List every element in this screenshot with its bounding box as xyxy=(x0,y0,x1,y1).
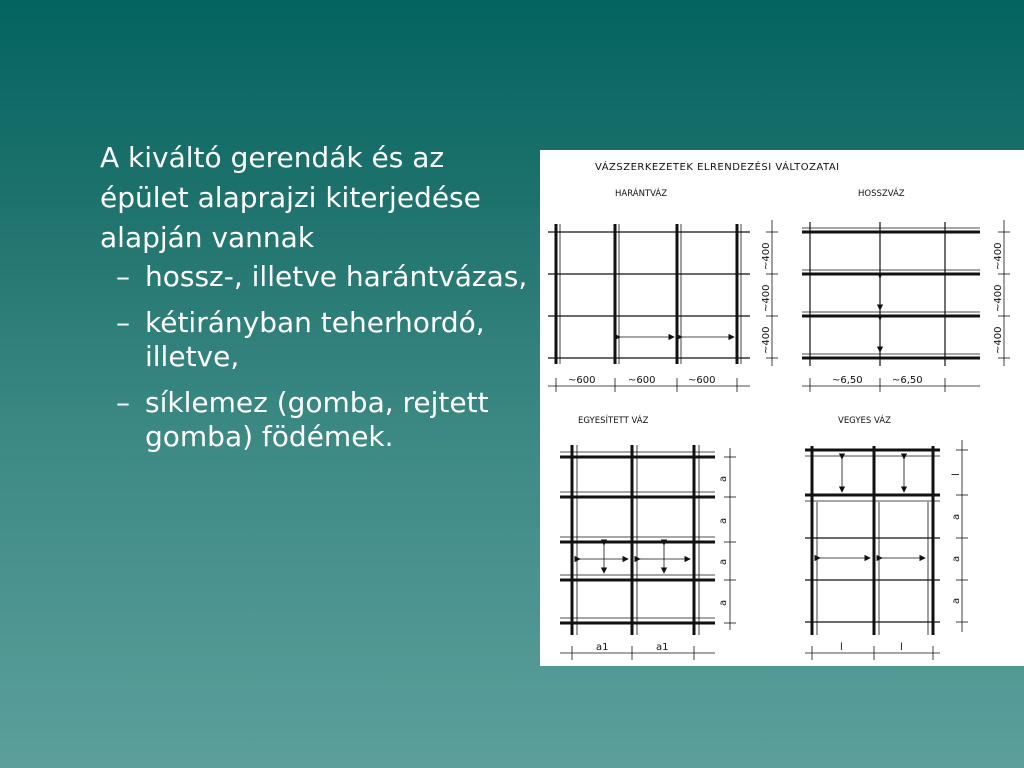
egyesitett-dim-x: a1 xyxy=(596,642,609,653)
vegyes-dim-x: l xyxy=(840,642,843,653)
egyesitett-dim-y: a xyxy=(718,475,729,482)
frame-diagram-svg xyxy=(540,150,1024,666)
bullet-dash: – xyxy=(116,386,130,419)
bullet-item xyxy=(100,386,530,454)
hosszvaz-dim-y: ~400 xyxy=(993,242,1004,270)
haranvaz-diagram xyxy=(548,187,778,392)
slide-text xyxy=(100,138,530,466)
haranvaz-dim-x: ~600 xyxy=(628,375,656,386)
haranvaz-dim-y: ~400 xyxy=(761,326,772,354)
bullet-item xyxy=(100,260,530,294)
hosszvaz-dim-x: ~6,50 xyxy=(832,375,863,386)
vegyes-diagram xyxy=(805,414,968,660)
vegyes-dim-y: a xyxy=(951,597,962,604)
vegyes-dim-y: a xyxy=(951,513,962,520)
bullet-item xyxy=(100,306,530,374)
vegyes-dim-x: l xyxy=(900,642,903,653)
egyesitett-diagram xyxy=(560,414,736,660)
vegyes-dim-y: a xyxy=(951,555,962,562)
haranvaz-dim-x: ~600 xyxy=(688,375,716,386)
hosszvaz-diagram xyxy=(802,187,1010,392)
bullet-dash: – xyxy=(116,306,130,339)
figure-title: VÁZSZERKEZETEK ELRENDEZÉSI VÁLTOZATAI xyxy=(595,162,840,173)
frame-structure-figure xyxy=(540,150,1024,666)
bullet-text: kétirányban teherhordó, illetve, xyxy=(145,306,485,373)
bullet-dash: – xyxy=(116,260,130,293)
bullet-list xyxy=(100,260,530,454)
lead-paragraph: A kiváltó gerendák és az épület alaprajzi kiterjedése alapján vannak xyxy=(100,141,481,254)
haranvaz-label: HARÁNTVÁZ xyxy=(615,189,668,199)
hosszvaz-dim-y: ~400 xyxy=(993,326,1004,354)
haranvaz-dim-y: ~400 xyxy=(761,242,772,270)
hosszvaz-label: HOSSZVÁZ xyxy=(858,189,905,199)
egyesitett-dim-x: a1 xyxy=(656,642,669,653)
egyesitett-label: EGYESÍTETT VÁZ xyxy=(578,416,649,426)
hosszvaz-dim-y: ~400 xyxy=(993,284,1004,312)
egyesitett-dim-y: a xyxy=(718,558,729,565)
vegyes-dim-y: l xyxy=(951,473,962,476)
egyesitett-dim-y: a xyxy=(718,517,729,524)
egyesitett-dim-y: a xyxy=(718,599,729,606)
hosszvaz-dim-x: ~6,50 xyxy=(892,375,923,386)
haranvaz-dim-y: ~400 xyxy=(761,284,772,312)
vegyes-label: VEGYES VÁZ xyxy=(838,416,891,426)
haranvaz-dim-x: ~600 xyxy=(568,375,596,386)
bullet-text: hossz-, illetve harántvázas, xyxy=(145,260,528,293)
bullet-text: síklemez (gomba, rejtett gomba) födémek. xyxy=(145,386,489,453)
